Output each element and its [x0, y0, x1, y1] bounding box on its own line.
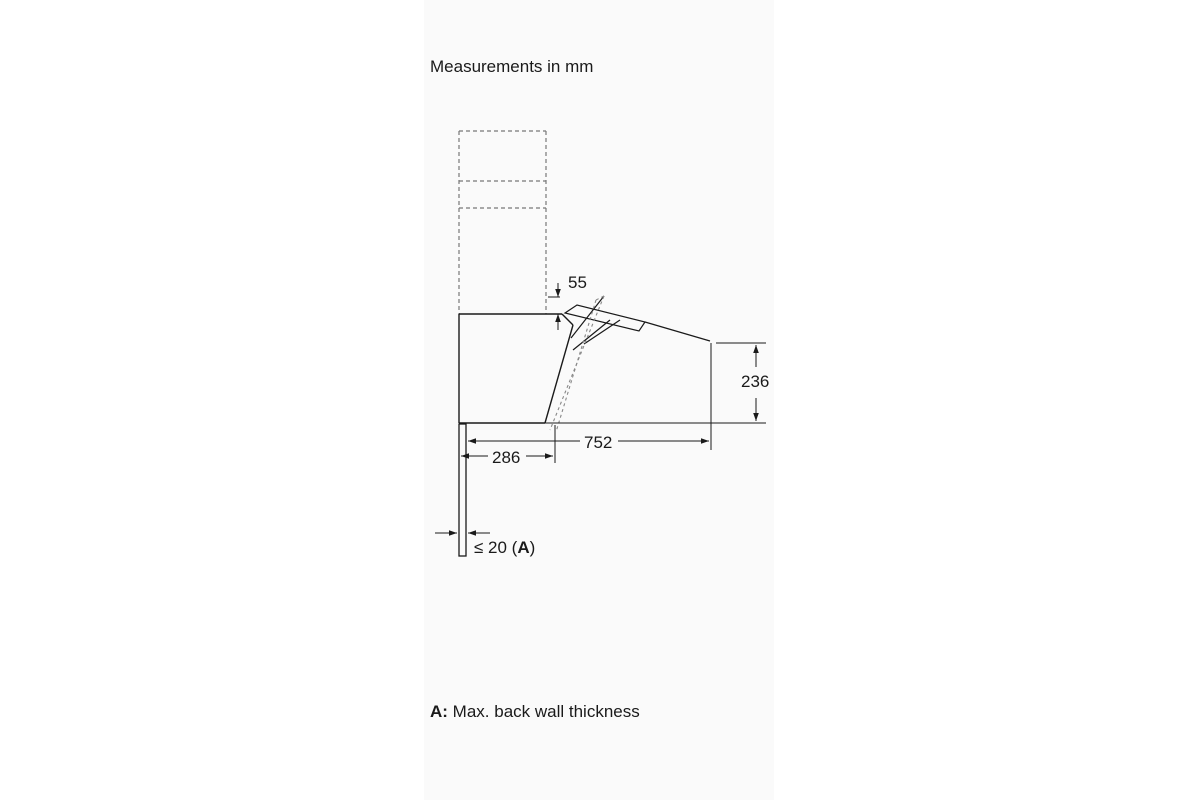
hood-body: [459, 314, 573, 423]
footnote: [430, 701, 640, 723]
dimension-55: [558, 273, 587, 330]
dimension-55-label: 55: [568, 273, 587, 292]
dimension-236: [741, 345, 769, 421]
chimney-outline: [459, 131, 546, 314]
dimension-236-label: 236: [741, 372, 770, 391]
dimension-286-label: 286: [492, 448, 521, 467]
dimension-wall-thickness-label: ≤ 20 (A): [474, 538, 536, 557]
dimension-286: [461, 448, 553, 467]
back-wall: [459, 424, 466, 556]
glass-panel-open: [565, 296, 710, 350]
footnote-text: Max. back wall thickness: [447, 702, 640, 721]
footnote-key: A:: [430, 702, 448, 721]
dimension-752-label: 752: [584, 433, 613, 452]
page-title: Measurements in mm: [430, 57, 594, 76]
extension-lines: [545, 297, 766, 463]
dimension-wall-thickness: [435, 533, 535, 557]
